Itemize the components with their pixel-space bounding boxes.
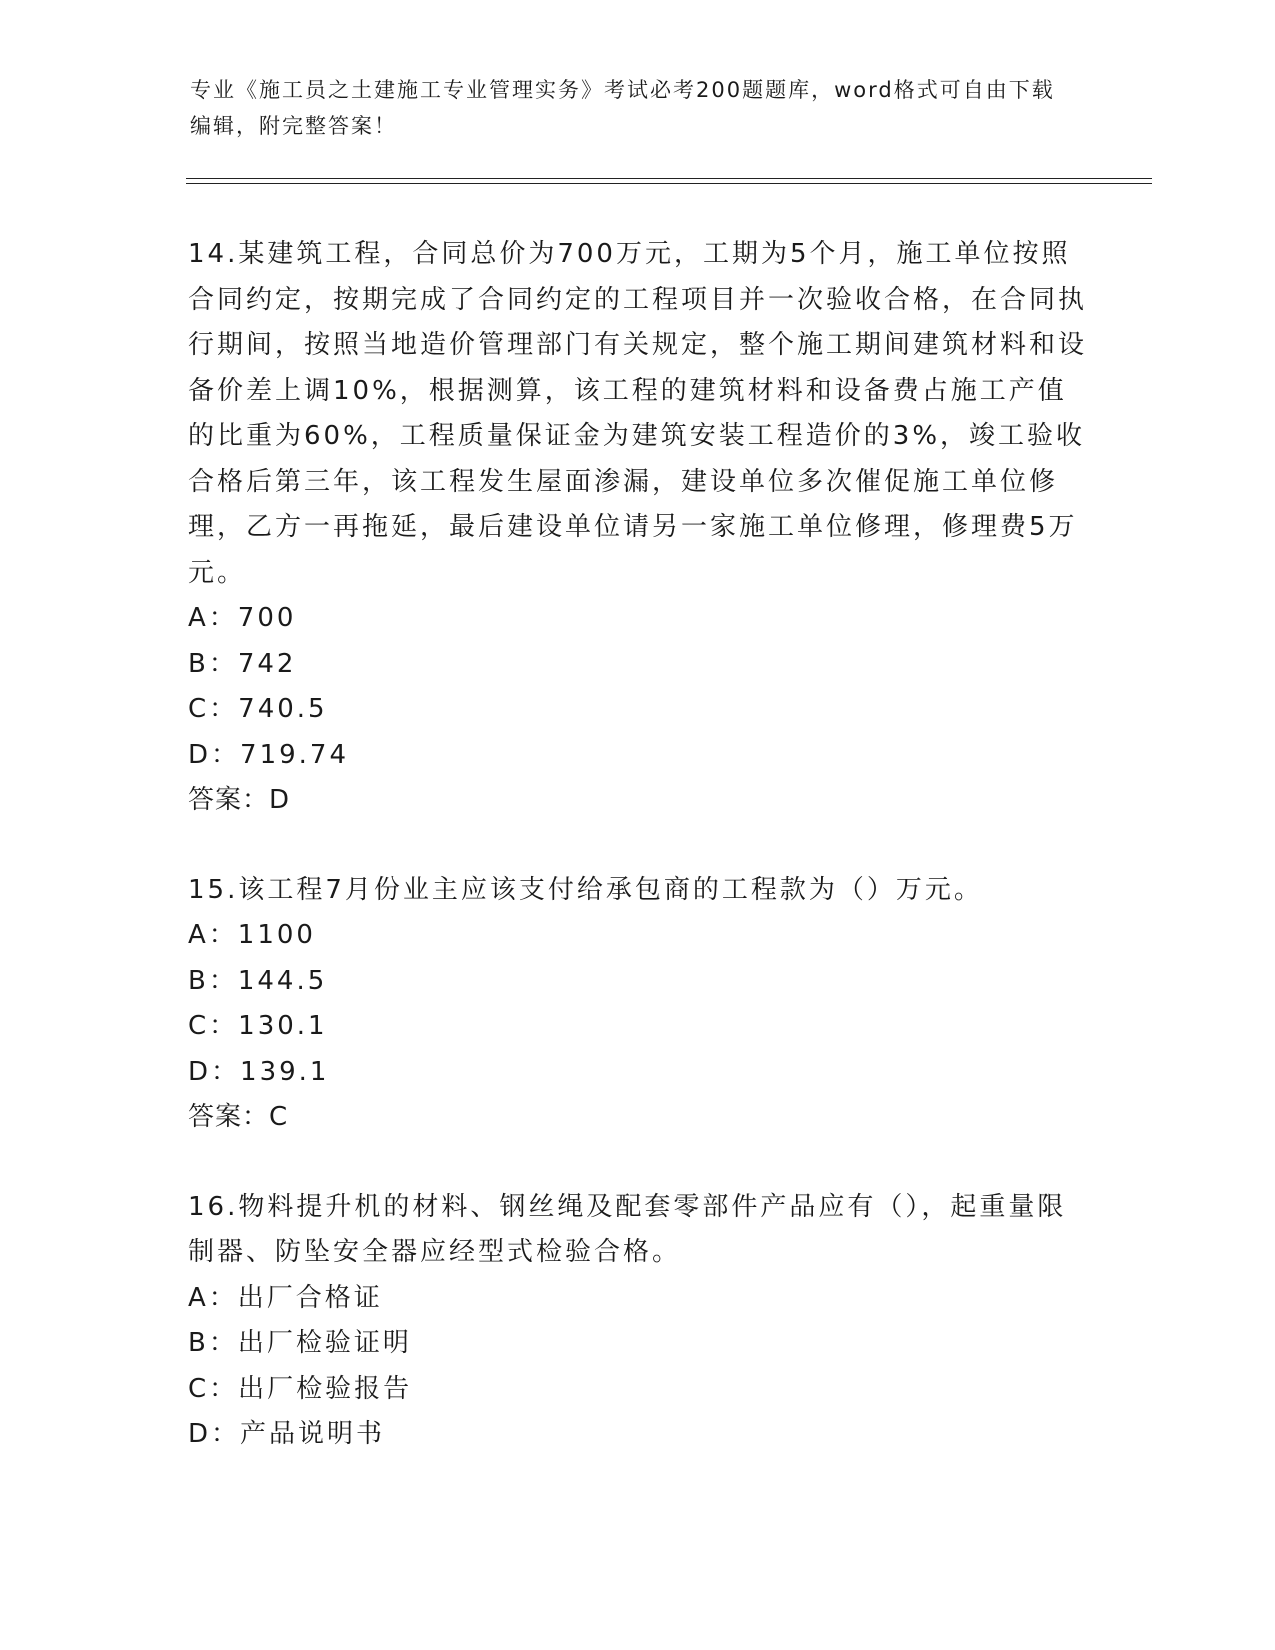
question-text: 16.物料提升机的材料、钢丝绳及配套零部件产品应有（），起重量限制器、防坠安全器应经型式检验合格。: [188, 1191, 1067, 1267]
document-body: [188, 232, 1088, 1458]
answer-line: 答案：C: [188, 1102, 289, 1132]
header-rule-top: [186, 178, 1152, 179]
question-14: [188, 232, 1088, 824]
option-b: B：742: [188, 648, 297, 679]
option-b: B：出厂检验证明: [188, 1328, 412, 1358]
question-spacer: [188, 1141, 1088, 1185]
question-16: [188, 1185, 1088, 1458]
question-text: 15.该工程7月份业主应该支付给承包商的工程款为（）万元。: [188, 874, 983, 905]
option-d: D：139.1: [188, 1056, 330, 1087]
option-d: D：719.74: [188, 739, 349, 770]
question-text: 14.某建筑工程，合同总价为700万元，工期为5个月，施工单位按照合同约定，按期完成了合同约定的工程项目并一次验收合格，在合同执行期间，按照当地造价管理部门有关规定，整个施工期间建筑材料和设备价差上调10%，根据测算，该工程的建筑材料和设备费占施工产值的比重为60%，工程质量保证金为建筑安装工程造价的3%，竣工验收合格后第三年，该工程发生屋面渗漏，建设单位多次催促施工单位修理，乙方一再拖延，最后建设单位请另一家施工单位修理，修理费5万元。: [188, 239, 1088, 588]
answer-line: 答案：D: [188, 785, 291, 815]
option-c: C：130.1: [188, 1011, 328, 1041]
option-a: A：700: [188, 603, 297, 633]
option-c: C：740.5: [188, 694, 328, 724]
question-spacer: [188, 824, 1088, 868]
option-a: A：1100: [188, 920, 316, 950]
question-15: [188, 868, 1088, 1141]
option-a: A：出厂合格证: [188, 1282, 383, 1313]
option-b: B：144.5: [188, 965, 328, 996]
option-d: D：产品说明书: [188, 1419, 386, 1449]
option-c: C：出厂检验报告: [188, 1373, 413, 1404]
header-rule-bottom: [186, 183, 1152, 184]
document-header: 专业《施工员之土建施工专业管理实务》考试必考200题题库，word格式可自由下载编辑，附完整答案！: [190, 78, 1055, 138]
